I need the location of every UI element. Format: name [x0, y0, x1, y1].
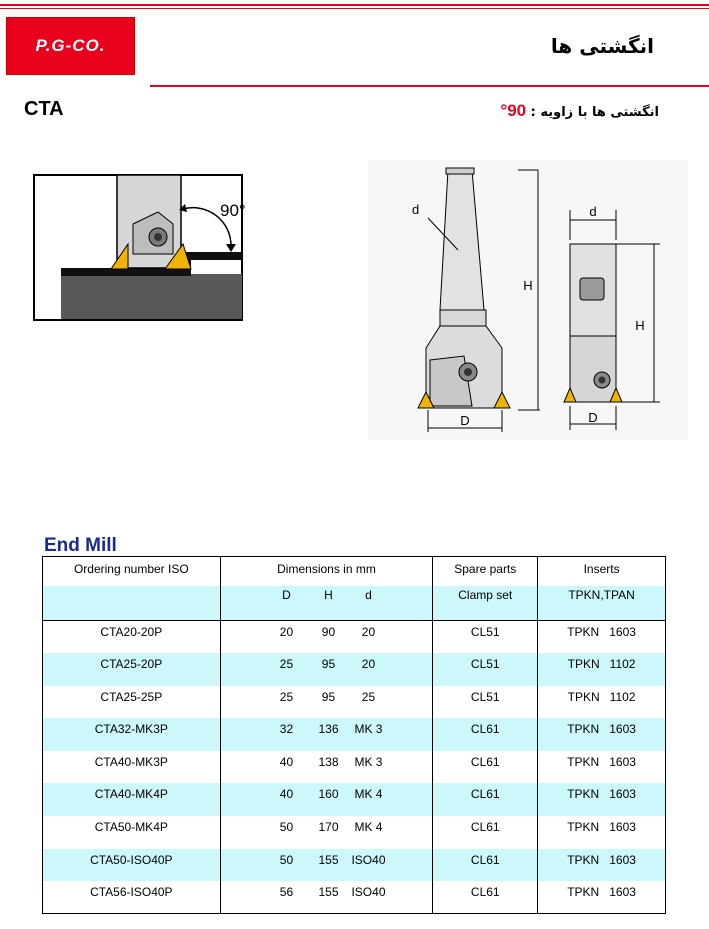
cell-H: 95: [321, 689, 336, 704]
cell-dimensions: [220, 686, 433, 719]
cell-clamp: CL61: [433, 783, 538, 816]
cell-H: 160: [318, 787, 339, 802]
subheader-empty: [43, 586, 221, 621]
cell-H: 90: [321, 625, 336, 639]
cell-clamp: CL61: [433, 718, 538, 751]
table-row: [43, 621, 666, 654]
table-row: [43, 751, 666, 784]
cell-insert: TPKN 1603: [538, 751, 666, 784]
cell-insert: TPKN 1603: [538, 621, 666, 654]
angle-label: 90°: [220, 201, 246, 220]
subtitle-text: انگشتی ها با زاویه :: [530, 105, 659, 120]
subtitle-angle: 90°: [500, 101, 527, 120]
cell-order-code: CTA40-MK3P: [43, 751, 221, 784]
right-H-label: H: [635, 318, 645, 333]
table-row: [43, 686, 666, 719]
cell-D: 50: [279, 820, 294, 835]
page-title: انگشتی ها: [550, 34, 654, 58]
cell-dimensions: [220, 816, 433, 849]
cell-d: MK 3: [354, 754, 383, 769]
cell-dimensions: [220, 751, 433, 784]
cell-insert: TPKN 1603: [538, 718, 666, 751]
header-dimensions: Dimensions in mm: [220, 557, 433, 586]
cell-d: MK 4: [354, 787, 383, 802]
cell-d: MK 3: [354, 722, 383, 737]
cell-d: 20: [361, 625, 376, 639]
cell-order-code: CTA20-20P: [43, 621, 221, 654]
cell-d: MK 4: [354, 820, 383, 835]
cell-order-code: CTA50-ISO40P: [43, 849, 221, 882]
cell-D: 40: [279, 754, 294, 769]
cell-order-code: CTA50-MK4P: [43, 816, 221, 849]
cell-d: ISO40: [351, 852, 386, 867]
title-underline: [150, 85, 709, 87]
cell-D: 20: [279, 625, 294, 639]
cell-clamp: CL61: [433, 751, 538, 784]
cell-d: ISO40: [351, 885, 386, 900]
subheader-d: d: [365, 587, 372, 602]
cell-H: 170: [318, 820, 339, 835]
right-D-label: D: [588, 410, 598, 425]
cell-D: 25: [279, 657, 294, 672]
company-logo: [6, 17, 135, 75]
logo-text: P.G-CO.: [35, 36, 106, 55]
subheader-H: H: [324, 587, 333, 602]
cell-clamp: CL61: [433, 849, 538, 882]
cell-d: 20: [361, 657, 376, 672]
cell-D: 25: [279, 689, 294, 704]
cell-clamp: CL51: [433, 621, 538, 654]
cell-D: 40: [279, 787, 294, 802]
subheader-insert-types: TPKN,TPAN: [538, 586, 666, 621]
cell-dimensions: [220, 849, 433, 882]
cell-d: 25: [361, 689, 376, 704]
cell-D: 56: [279, 885, 294, 900]
section-title: End Mill: [44, 535, 117, 556]
header-ordering: Ordering number ISO: [43, 557, 221, 586]
cell-order-code: CTA32-MK3P: [43, 718, 221, 751]
subheader-D: D: [282, 587, 291, 602]
header-spare: Spare parts: [433, 557, 538, 586]
cell-H: 155: [318, 852, 339, 867]
cell-clamp: CL51: [433, 686, 538, 719]
subtitle: [500, 101, 659, 121]
table-row: [43, 718, 666, 751]
left-d-label: d: [412, 202, 420, 217]
left-H-label: H: [523, 278, 533, 293]
spec-table: [42, 556, 666, 914]
cell-H: 155: [318, 885, 339, 900]
cell-order-code: CTA25-25P: [43, 686, 221, 719]
cell-insert: TPKN 1603: [538, 783, 666, 816]
header-rule-thin: [0, 8, 709, 9]
table-row: [43, 816, 666, 849]
header-rule: [0, 4, 709, 6]
cell-order-code: CTA40-MK4P: [43, 783, 221, 816]
cell-H: 136: [318, 722, 339, 737]
table-subheader-row: [43, 586, 666, 621]
cell-dimensions: [220, 653, 433, 686]
cell-clamp: CL51: [433, 653, 538, 686]
header-inserts: Inserts: [538, 557, 666, 586]
table-row: [43, 653, 666, 686]
cell-dimensions: [220, 881, 433, 914]
cell-dimensions: [220, 783, 433, 816]
cell-insert: TPKN 1102: [538, 686, 666, 719]
tool-dimension-drawing: [368, 160, 688, 440]
cell-clamp: CL61: [433, 816, 538, 849]
cell-order-code: CTA25-20P: [43, 653, 221, 686]
subheader-clamp: Clamp set: [433, 586, 538, 621]
cell-insert: TPKN 1603: [538, 849, 666, 882]
table-header-row: [43, 557, 666, 586]
cell-insert: TPKN 1603: [538, 881, 666, 914]
cell-insert: TPKN 1102: [538, 653, 666, 686]
cell-dimensions: [220, 718, 433, 751]
table-row: [43, 881, 666, 914]
table-row: [43, 783, 666, 816]
cell-H: 95: [321, 657, 336, 672]
subheader-dims: [220, 586, 433, 621]
cell-dimensions: [220, 621, 433, 654]
cell-D: 32: [279, 722, 294, 737]
table-row: [43, 849, 666, 882]
right-d-label: d: [589, 204, 597, 219]
cell-H: 138: [318, 754, 339, 769]
cell-D: 50: [279, 852, 294, 867]
cell-order-code: CTA56-ISO40P: [43, 881, 221, 914]
left-D-label: D: [460, 413, 470, 428]
cell-insert: TPKN 1603: [538, 816, 666, 849]
product-code: CTA: [24, 98, 64, 120]
cell-clamp: CL61: [433, 881, 538, 914]
cutting-schematic: [33, 174, 246, 322]
